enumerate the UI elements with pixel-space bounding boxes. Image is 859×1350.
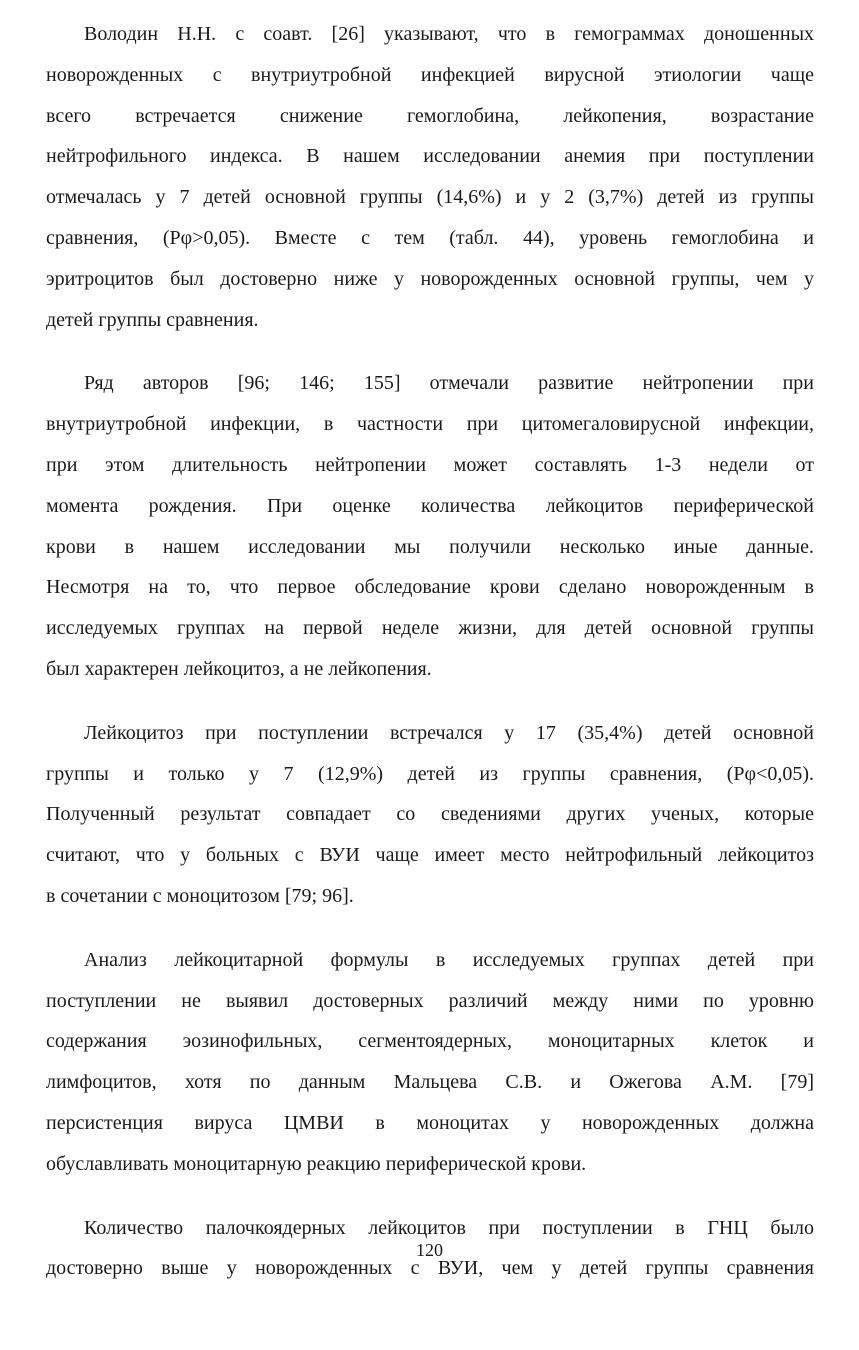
text-line: лимфоцитов, хотя по данным Мальцева С.В. и Ожегова А.М. [79] <box>46 1071 814 1094</box>
text-line: внутриутробной инфекции, в частности при цитомегаловирусной инфекции, <box>46 413 814 436</box>
text-line: Несмотря на то, что первое обследование крови сделано новорожденным в <box>46 576 814 599</box>
text-line: новорожденных с внутриутробной инфекцией вирусной этиологии чаще <box>46 63 814 86</box>
text-line: исследуемых группах на первой неделе жизни, для детей основной группы <box>46 617 814 640</box>
text-line: обуславливать моноцитарную реакцию периферической крови. <box>46 1152 587 1175</box>
text-line: персистенция вируса ЦМВИ в моноцитах у новорожденных должна <box>46 1111 814 1134</box>
paragraph <box>46 14 814 340</box>
text-line: считают, что у больных с ВУИ чаще имеет место нейтрофильный лейкоцитоз <box>46 844 814 867</box>
page-number: 120 <box>416 1240 443 1260</box>
text-line: содержания эозинофильных, сегментоядерных, моноцитарных клеток и <box>46 1030 814 1053</box>
body-text <box>46 14 814 1312</box>
text-line: Ряд авторов [96; 146; 155] отмечали развитие нейтропении при <box>84 372 814 395</box>
text-line: крови в нашем исследовании мы получили несколько иные данные. <box>46 535 814 558</box>
text-line: отмечалась у 7 детей основной группы (14,6%) и у 2 (3,7%) детей из группы <box>46 186 814 209</box>
text-line: нейтрофильного индекса. В нашем исследовании анемия при поступлении <box>46 145 814 168</box>
text-line: Количество палочкоядерных лейкоцитов при поступлении в ГНЦ было <box>84 1216 814 1239</box>
text-line: Анализ лейкоцитарной формулы в исследуемых группах детей при <box>84 948 814 971</box>
paragraph <box>46 713 814 917</box>
paragraph <box>46 940 814 1185</box>
text-line: поступлении не выявил достоверных различий между ними по уровню <box>46 989 814 1012</box>
text-line: сравнения, (Рφ>0,05). Вместе с тем (табл. 44), уровень гемоглобина и <box>46 226 814 249</box>
text-line: момента рождения. При оценке количества лейкоцитов периферической <box>46 494 814 517</box>
text-line: группы и только у 7 (12,9%) детей из группы сравнения, (Рφ<0,05). <box>46 762 814 785</box>
text-line: всего встречается снижение гемоглобина, лейкопения, возрастание <box>46 104 814 127</box>
text-line: Полученный результат совпадает со сведениями других ученых, которые <box>46 803 814 826</box>
text-line: детей группы сравнения. <box>46 308 259 331</box>
text-line: был характерен лейкоцитоз, а не лейкопения. <box>46 657 432 680</box>
text-line: Лейкоцитоз при поступлении встречался у 17 (35,4%) детей основной <box>84 721 814 744</box>
text-line: при этом длительность нейтропении может составлять 1-3 недели от <box>46 453 814 476</box>
text-line: достоверно выше у новорожденных с ВУИ, чем у детей группы сравнения <box>46 1257 814 1280</box>
paragraph <box>46 363 814 689</box>
text-line: эритроцитов был достоверно ниже у новорожденных основной группы, чем у <box>46 267 814 290</box>
text-line: в сочетании с моноцитозом [79; 96]. <box>46 884 354 907</box>
text-line: Володин Н.Н. с соавт. [26] указывают, что в гемограммах доношенных <box>84 23 814 45</box>
